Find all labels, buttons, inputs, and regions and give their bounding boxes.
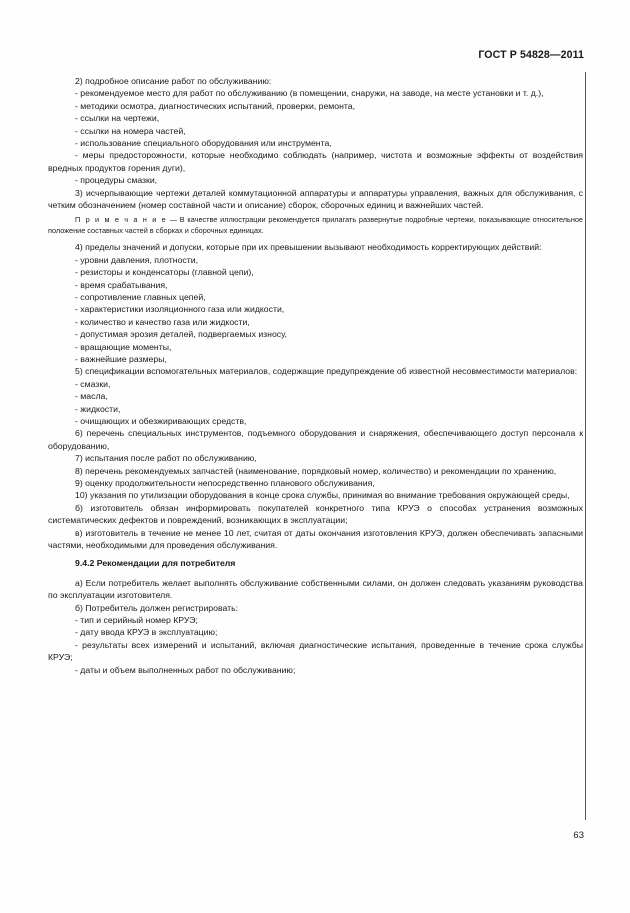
list-item: - смазки,	[75, 378, 111, 389]
paragraph: - рекомендуемое место для работ по обслуживанию (в помещении, снаружи, на заводе, на месте установки и т. д.),	[75, 88, 544, 99]
list-item: - уровни давления, плотности,	[75, 254, 199, 265]
list-item: - очищающих и обезжиривающих средств,	[75, 415, 247, 426]
list-item: - даты и объем выполненных работ по обслуживанию;	[75, 664, 296, 675]
paragraph: 3) исчерпывающие чертежи деталей коммутационной аппаратуры и аппаратуры управления, важных для обслуживания, с четким обозначением (номер составной части и описание) сборок, сборочных единиц и важнейших частей.	[48, 187, 583, 211]
paragraph: б) изготовитель обязан информировать покупателей конкретного типа КРУЭ о способах устранения возможных систематических дефектов и повреждений, возникающих в эксплуатации;	[48, 502, 583, 526]
note-label: П р и м е ч а н и е	[75, 215, 167, 225]
list-item: - время срабатывания,	[75, 279, 168, 290]
list-item: - вращающие моменты,	[75, 341, 172, 352]
list-item: - ссылки на номера частей,	[75, 125, 186, 136]
body-text	[48, 75, 583, 676]
standard-designation: ГОСТ Р 54828—2011	[478, 49, 584, 61]
list-item: - тип и серийный номер КРУЭ;	[75, 615, 198, 626]
list-item: - важнейшие размеры,	[75, 353, 167, 364]
list-item: - допустимая эрозия деталей, подвергаемых износу,	[75, 329, 288, 340]
list-item: - количество и качество газа или жидкости,	[75, 316, 250, 327]
paragraph: 10) указания по утилизации оборудования в конце срока службы, принимая во внимание требования окружающей среды,	[75, 490, 570, 501]
list-item: - использование специального оборудования или инструмента,	[75, 138, 332, 149]
paragraph: 6) перечень специальных инструментов, подъемного оборудования и снаряжения, обеспечивающего доступ персонала к оборудованию,	[48, 428, 583, 451]
note-text: — В качестве иллюстрации рекомендуется прилагать развернутые подробные чертежи, показывающие относительное положение составных частей в сборках и сборочных единицах.	[48, 215, 583, 235]
paragraph: 5) спецификации вспомогательных материалов, содержащие предупреждение об известной несовместимости материалов:	[75, 366, 578, 377]
paragraph: 9) оценку продолжительности непосредственно планового обслуживания,	[75, 478, 375, 488]
section-heading: 9.4.2 Рекомендации для потребителя	[75, 558, 236, 569]
list-item: - результаты всех измерений и испытаний, включая диагностические испытания, проведенные в течение срока службы КРУЭ;	[48, 639, 583, 663]
margin-rule	[585, 72, 586, 820]
paragraph: а) Если потребитель желает выполнять обслуживание собственными силами, он должен следовать указаниям руководства по эксплуатации изготовителя.	[48, 577, 583, 601]
paragraph: 4) пределы значений и допуски, которые при их превышении вызывают необходимость корректирующих действий:	[75, 242, 542, 253]
paragraph: б) Потребитель должен регистрировать:	[75, 602, 239, 613]
list-item: - ссылки на чертежи,	[75, 113, 160, 124]
list-item: - методики осмотра, диагностических испытаний, проверки, ремонта,	[75, 100, 356, 111]
list-item: - дату ввода КРУЭ в эксплуатацию;	[75, 627, 218, 638]
list-item: - характеристики изоляционного газа или жидкости,	[75, 304, 285, 315]
list-item: - жидкости,	[75, 403, 121, 414]
list-item: - масла,	[75, 391, 108, 402]
list-item: - процедуры смазки,	[75, 175, 158, 186]
paragraph: в) изготовитель в течение не менее 10 лет, считая от даты окончания изготовления КРУЭ, должен обеспечивать запасными частями, необходимыми для проведения обслуживания.	[48, 527, 583, 551]
list-item: - резисторы и конденсаторы (главной цепи),	[75, 267, 254, 278]
note	[48, 215, 583, 236]
page-number: 63	[573, 830, 584, 841]
paragraph: - меры предосторожности, которые необходимо соблюдать (например, чистота и возможные эффекты от воздействия вредных продуктов горения дуги),	[48, 150, 583, 173]
paragraph: 7) испытания после работ по обслуживанию,	[75, 453, 257, 464]
paragraph: 8) перечень рекомендуемых запчастей (наименование, порядковый номер, количество) и рекомендации по хранению,	[75, 465, 557, 476]
paragraph: 2) подробное описание работ по обслуживанию:	[75, 76, 272, 86]
list-item: - сопротивление главных цепей,	[75, 291, 206, 302]
